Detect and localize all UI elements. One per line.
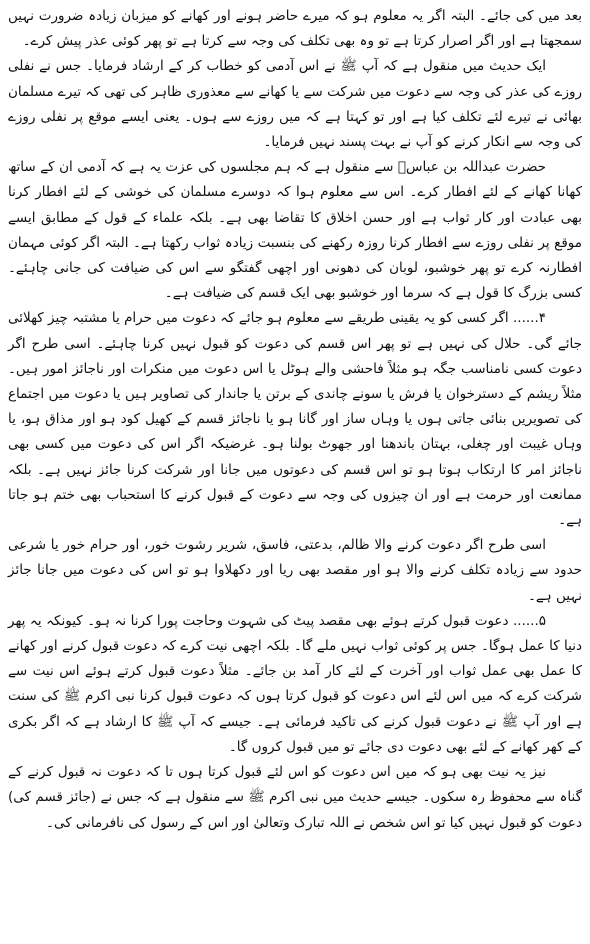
paragraph-5: اسی طرح اگر دعوت کرنے والا ظالم، بدعتی، فاسق، شریر رشوت خور، اور حرام خور یا شرعی حدود سے زیادہ تکلف کرنے والا ہو اور مقصد بھی ریا اور دکھلاوا ہو تو اس کی دعوت میں جانا جائز نہیں ہے۔ [8, 537, 582, 604]
paragraph-1: بعد میں کی جائے۔ البتہ اگر یہ معلوم ہو کہ میرے حاضر ہونے اور کھانے کو میزبان زیادہ ضرورت نہیں سمجھتا ہے اور اگر اصرار کرتا ہے تو وہ بھی تکلف کی وجہ سے کرتا ہے تو پھر کوئی عذر پیش کرے۔ [8, 8, 582, 50]
paragraph-2: ایک حدیث میں منقول ہے کہ آپ ﷺ نے اس آدمی کو خطاب کر کے ارشاد فرمایا۔ جس نے نفلی روزے کی عذر کی وجہ سے دعوت میں شرکت سے یا کھانے سے معذوری ظاہر کی تھی کہ تیرے مسلمان بھائی نے تیرے لئے تکلف کیا ہے اور تو کہتا ہے کہ میں روزے سے ہوں۔ یعنی ایسے موقع پر نفلی روزے کی وجہ سے انکار کرنے کو آپ نے بہت پسند نہیں فرمایا۔ [8, 58, 582, 151]
paragraph-6: ۵...... دعوت قبول کرتے ہوئے بھی مقصد پیٹ کی شہوت وحاجت پورا کرنا نہ ہو۔ کیونکہ یہ پھر دنیا کا عمل ہوگا۔ جس پر کوئی ثواب نہیں ملے گا۔ بلکہ اچھی نیت کرے کہ دعوت قبول کرنے اور کھانے کا عمل بھی عمل ثواب اور آخرت کے لئے کار آمد بن جائے۔ مثلاً دعوت قبول کرتے ہوئے اس نیت سے شرکت کرے کہ میں اس لئے اس دعوت کو قبول کرتا ہوں کہ دعوت قبول کرنا نبی اکرم ﷺ کی سنت ہے اور آپ ﷺ نے دعوت قبول کرنے کی تاکید فرمائی ہے۔ جیسے کہ آپ ﷺ کا ارشاد ہے کہ اگر بکری کے کھر کھانے کے لئے بھی دعوت دی جائے تو میں قبول کروں گا۔ [8, 612, 582, 755]
paragraph-4: ۴...... اگر کسی کو یہ یقینی طریقے سے معلوم ہو جائے کہ دعوت میں حرام یا مشتبہ چیز کھلائی جائے گی۔ حلال کی نہیں ہے تو پھر اس قسم کی دعوت کو قبول نہیں کرنا چاہئے۔ اسی طرح اگر دعوت کسی نامناسب جگہ ہو مثلاً فاحشی والے ہوٹل یا اس دعوت میں منکرات اور ناجائز امور ہیں۔ مثلاً ریشم کے دسترخوان یا فرش یا سونے چاندی کے برتن یا جاندار کی تصاویر ہیں یا دعوت میں اجتماع کی تصویریں بنائی جاتی ہوں یا وہاں ساز اور گانا ہو یا ناجائز قسم کے کھیل کود ہو اور مذاق ہو، یا وہاں غیبت اور چغلی، بہتان باندھنا اور جھوٹ بولنا ہو۔ غرضیکہ اگر اس کی دعوت میں کسی بھی ناجائز امر کا ارتکاب ہوتا ہو تو اس قسم کی دعوتوں میں جانا اور شرکت کرنا جائز نہیں ہے۔ بلکہ ممانعت اور حرمت ہے اور ان چیزوں کی وجہ سے دعوت کے قبول کرنے کا استحباب بھی ختم ہو جاتا ہے۔ [8, 310, 582, 529]
paragraph-7: نیز یہ نیت بھی ہو کہ میں اس دعوت کو اس لئے قبول کرتا ہوں تا کہ دعوت نہ قبول کرنے کے گناہ سے محفوظ رہ سکوں۔ جیسے حدیث میں نبی اکرم ﷺ سے منقول ہے کہ جس نے (جائز قسم کی) دعوت کو قبول نہیں کیا تو اس شخص نے اللہ تبارک وتعالیٰ اور اس کے رسول کی نافرمانی کی۔ [8, 764, 582, 831]
paragraph-3: حضرت عبداللہ بن عباسؓ سے منقول ہے کہ ہم مجلسوں کی عزت یہ ہے کہ آدمی ان کے ساتھ کھانا کھانے کے لئے افطار کرے۔ اس سے معلوم ہوا کہ دوسرے مسلمان کی خوشی کے لئے افطار کرنا بھی عبادت اور کار ثواب ہے اور حسن اخلاق کا تقاضا بھی ہے۔ بلکہ علماء کے قول کے مطابق ایسے موقع پر نفلی روزے سے افطار کرنا روزہ رکھنے کی بنسبت زیادہ ثواب رکھتا ہے۔ البتہ اگر کوئی مہمان افطارنہ کرے تو پھر خوشبو، لوبان کی دھونی اور اچھی گفتگو سے اس کی ضیافت کی جانی چاہئے۔ کسی بزرگ کا قول ہے کہ سرما اور خوشبو بھی ایک قسم کی ضیافت ہے۔ [8, 159, 582, 302]
